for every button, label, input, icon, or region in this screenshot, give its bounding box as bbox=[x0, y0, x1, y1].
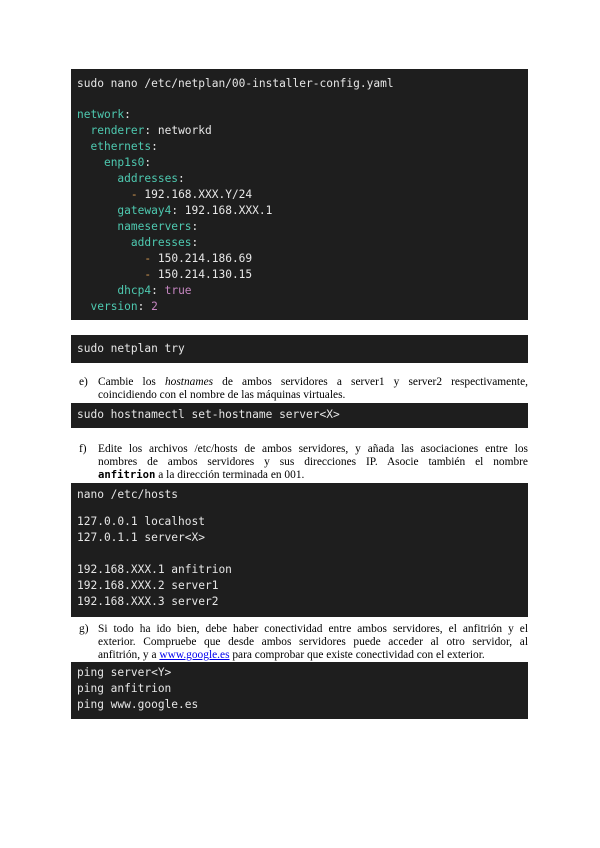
yaml-key-addresses: addresses bbox=[117, 172, 179, 185]
ping-code-block bbox=[71, 662, 528, 719]
step-g-label: g) bbox=[79, 623, 89, 635]
nano-netplan-command: sudo nano /etc/netplan/00-installer-config.yaml bbox=[77, 77, 394, 90]
step-g-line2: exterior. Compruebe que desde ambos servidores puede acceder al otro servidor, al bbox=[98, 636, 528, 648]
yaml-key-renderer: renderer bbox=[90, 124, 145, 137]
netplan-try-code-block bbox=[71, 335, 528, 363]
step-f-paragraph bbox=[71, 443, 528, 483]
step-f-line1: Edite los archivos /etc/hosts de ambos servidores, y añada las asociaciones entre los bbox=[98, 443, 528, 455]
yaml-val-dhcp: true bbox=[164, 284, 192, 297]
step-f-line2: nombres de ambos servidores y sus direcciones IP. Asocie también el nombre bbox=[98, 456, 528, 468]
yaml-key-version: version bbox=[90, 300, 138, 313]
ping-line: ping anfitrion bbox=[77, 682, 172, 695]
yaml-val-dns2: 150.214.130.15 bbox=[157, 268, 253, 281]
yaml-key-network: network bbox=[77, 108, 125, 121]
hostnamectl-command: sudo hostnamectl set-hostname server<X> bbox=[77, 408, 340, 421]
anfitrion-bold: anfitrion bbox=[98, 469, 156, 481]
step-g-paragraph bbox=[71, 623, 528, 663]
hosts-line: 127.0.1.1 server<X> bbox=[77, 531, 205, 544]
yaml-key-ethernets: ethernets bbox=[90, 140, 152, 153]
step-f-line3-rest: a la dirección terminada en 001. bbox=[155, 469, 305, 481]
hosts-line: 127.0.0.1 localhost bbox=[77, 515, 205, 528]
nano-hosts-command: nano /etc/hosts bbox=[77, 488, 179, 501]
etc-hosts-code-block bbox=[71, 483, 528, 617]
step-e-text-a: Cambie los bbox=[98, 376, 165, 388]
hosts-line: 192.168.XXX.2 server1 bbox=[77, 579, 219, 592]
yaml-val-gateway: 192.168.XXX.1 bbox=[184, 204, 273, 217]
netplan-try-command: sudo netplan try bbox=[77, 342, 185, 355]
hosts-line: 192.168.XXX.3 server2 bbox=[77, 595, 219, 608]
step-g-line3-b: para comprobar que existe conectividad con el exterior. bbox=[229, 649, 485, 661]
yaml-key-nameservers: nameservers bbox=[117, 220, 192, 233]
ping-line: ping server<Y> bbox=[77, 666, 172, 679]
ping-line: ping www.google.es bbox=[77, 698, 199, 711]
yaml-key-dhcp: dhcp4 bbox=[117, 284, 152, 297]
yaml-key-iface: enp1s0 bbox=[103, 156, 145, 169]
yaml-val-address: 192.168.XXX.Y/24 bbox=[144, 188, 253, 201]
yaml-val-renderer: networkd bbox=[157, 124, 212, 137]
google-link[interactable]: www.google.es bbox=[159, 649, 230, 661]
yaml-val-version: 2 bbox=[151, 300, 158, 313]
step-f-label: f) bbox=[79, 443, 87, 455]
step-e-label: e) bbox=[79, 376, 88, 388]
hostnamectl-code-block bbox=[71, 403, 528, 428]
netplan-config-code-block: sudo nano /etc/netplan/00-installer-config.yaml network: renderer: networkd ethernets: enp1s0: addresses: - 192.168.XXX.Y/24 gateway4: 192.168.XXX.1 nameservers: addresses: - 150.214.186.69 - 150.214.130.15 dhcp4: true version: 2 bbox=[71, 69, 528, 320]
step-g-line3-a: anfitrión, y a bbox=[98, 649, 160, 661]
hosts-line: 192.168.XXX.1 anfitrion bbox=[77, 563, 232, 576]
step-e-text-c: de ambos servidores a server1 y server2 respectivamente, bbox=[213, 376, 528, 388]
yaml-val-dns1: 150.214.186.69 bbox=[157, 252, 253, 265]
step-g-line1: Si todo ha ido bien, debe haber conectividad entre ambos servidores, el anfitrión y el bbox=[98, 623, 528, 635]
hostnames-italic: hostnames bbox=[164, 376, 214, 388]
step-e-paragraph bbox=[71, 376, 528, 402]
step-e-line2: coincidiendo con el nombre de las máquinas virtuales. bbox=[98, 389, 346, 401]
yaml-key-gateway: gateway4 bbox=[117, 204, 172, 217]
yaml-key-ns-addresses: addresses bbox=[130, 236, 192, 249]
